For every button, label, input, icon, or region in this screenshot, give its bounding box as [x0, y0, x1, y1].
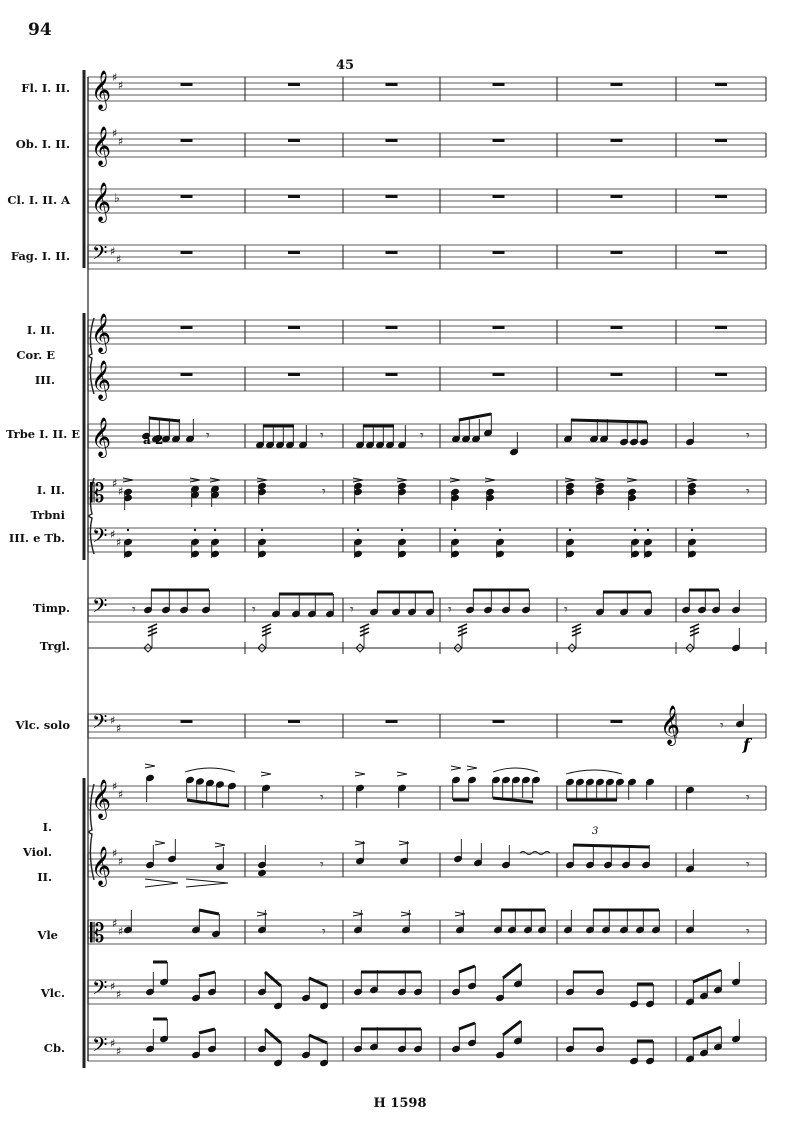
- accent-mark: [397, 772, 407, 776]
- measure-rest: [288, 326, 300, 329]
- sharp-icon: ♯: [112, 780, 118, 793]
- label-triangle: Trgl.: [39, 639, 70, 653]
- measure-rest: [715, 251, 727, 254]
- eighth-rest-icon: 𝄾: [420, 428, 424, 444]
- beam: [573, 845, 649, 847]
- tremolo-mark: [690, 624, 699, 628]
- beam: [187, 800, 229, 806]
- treble-clef-icon: 𝄞: [91, 360, 112, 400]
- sharp-icon: ♯: [118, 925, 124, 938]
- measure-rest: [288, 720, 300, 723]
- slur: [566, 770, 622, 774]
- decrescendo-hairpin: [186, 879, 228, 887]
- treble-clef-icon: 𝄞: [91, 313, 112, 353]
- bass-clef-icon: 𝄢: [92, 524, 108, 552]
- tremolo-mark: [360, 624, 369, 628]
- tremolo-mark: [458, 632, 467, 636]
- measure-rest: [288, 139, 300, 142]
- staccato-dot: [357, 529, 359, 531]
- label-flutes: Fl. I. II.: [21, 81, 70, 95]
- staff-fag: [88, 245, 766, 269]
- label-cellos: Vlc.: [40, 986, 65, 1000]
- tremolo-mark: [572, 624, 581, 628]
- measure-rest: [611, 195, 623, 198]
- beam: [149, 418, 180, 421]
- label-violins-1: I.: [42, 820, 52, 834]
- tremolo-mark: [360, 632, 369, 636]
- tremolo-mark: [690, 632, 699, 636]
- treble-clef-icon: 𝄞: [91, 182, 112, 222]
- sharp-icon: ♯: [116, 253, 122, 266]
- bass-clef-icon: 𝄢: [92, 241, 108, 269]
- measure-rest: [386, 83, 398, 86]
- label-oboes: Ob. I. II.: [15, 137, 70, 151]
- measure-rest: [181, 373, 193, 376]
- sharp-icon: ♯: [110, 245, 116, 258]
- measure-rest: [288, 251, 300, 254]
- measure-rest: [386, 195, 398, 198]
- label-trombones-3: III. e Tb.: [8, 531, 65, 545]
- sharp-icon: ♯: [118, 855, 124, 868]
- label-trombones: Trbni: [30, 508, 65, 522]
- beam: [199, 910, 219, 914]
- measure-rest: [715, 326, 727, 329]
- accent-mark: [467, 766, 477, 770]
- sharp-icon: ♯: [116, 1045, 122, 1058]
- treble-clef-icon: 𝄞: [91, 70, 112, 110]
- staff-system: [88, 77, 766, 1061]
- eighth-rest-icon: 𝄾: [320, 790, 324, 806]
- staff-trgl: [88, 642, 766, 654]
- staff-ob: [88, 133, 766, 157]
- bass-clef-icon: 𝄢: [92, 976, 108, 1004]
- sharp-icon: ♯: [110, 528, 116, 541]
- sharp-icon: ♯: [116, 722, 122, 735]
- label-trombones-1: I. II.: [36, 483, 65, 497]
- measure-rest: [288, 83, 300, 86]
- eighth-rest-icon: 𝄾: [320, 428, 324, 444]
- tremolo-mark: [148, 632, 157, 636]
- eighth-rest-icon: 𝄾: [746, 790, 750, 806]
- eighth-rest-icon: 𝄾: [746, 924, 750, 940]
- staff-cb: [88, 1037, 766, 1061]
- measure-rest: [493, 139, 505, 142]
- accent-mark: [155, 841, 165, 845]
- beam: [459, 966, 475, 972]
- staccato-dot: [634, 529, 636, 531]
- eighth-rest-icon: 𝄾: [448, 602, 452, 618]
- measure-rest: [181, 195, 193, 198]
- measure-rest: [386, 139, 398, 142]
- tremolo-mark: [148, 628, 157, 632]
- measure-rest: [493, 195, 505, 198]
- measure-rest: [611, 373, 623, 376]
- measure-rest: [386, 251, 398, 254]
- treble-clef-icon: 𝄞: [91, 417, 112, 457]
- measure-rest: [611, 720, 623, 723]
- accent-mark: [145, 764, 155, 768]
- eighth-rest-icon: 𝄾: [132, 602, 136, 618]
- beam: [309, 1035, 327, 1043]
- beam: [503, 964, 521, 978]
- sharp-icon: ♯: [112, 847, 118, 860]
- treble-clef-change-icon: 𝄞: [660, 705, 681, 745]
- measure-rest: [288, 373, 300, 376]
- label-cello-solo: Vlc. solo: [15, 718, 70, 732]
- accent-mark: [261, 772, 271, 776]
- staccato-dot: [401, 529, 403, 531]
- bass-clef-icon: 𝄢: [92, 1033, 108, 1061]
- measure-rest: [181, 326, 193, 329]
- dynamic-forte: f: [743, 735, 750, 754]
- slur: [493, 768, 538, 772]
- sharp-icon: ♯: [118, 788, 124, 801]
- sharp-icon: ♯: [112, 917, 118, 930]
- rehearsal-mark: 45: [336, 58, 355, 73]
- eighth-rest-icon: 𝄾: [746, 857, 750, 873]
- measure-rest: [181, 83, 193, 86]
- staccato-dot: [569, 529, 571, 531]
- beam: [571, 420, 647, 422]
- label-violins-2: II.: [37, 870, 52, 884]
- triplet-marking: 3: [592, 826, 599, 837]
- measure-rest: [611, 251, 623, 254]
- label-horns-1: I. II.: [26, 323, 55, 337]
- staccato-dot: [691, 529, 693, 531]
- eighth-rest-icon: 𝄾: [252, 602, 256, 618]
- eighth-rest-icon: 𝄾: [350, 602, 354, 618]
- eighth-rest-icon: 𝄾: [320, 857, 324, 873]
- measure-rest: [493, 251, 505, 254]
- sharp-icon: ♯: [110, 714, 116, 727]
- staff-cor1: [88, 320, 766, 344]
- beam: [459, 1023, 475, 1029]
- measure-rest: [611, 83, 623, 86]
- eighth-rest-icon: 𝄾: [564, 602, 568, 618]
- tremolo-mark: [572, 632, 581, 636]
- sharp-icon: ♯: [110, 1037, 116, 1050]
- measure-rest: [611, 139, 623, 142]
- a2-marking: a 2: [143, 433, 164, 447]
- treble-clef-icon: 𝄞: [91, 846, 112, 886]
- page-number: 94: [28, 20, 52, 40]
- tremolo-mark: [458, 624, 467, 628]
- staff-cor2: [88, 367, 766, 391]
- plate-number: H 1598: [373, 1096, 427, 1111]
- measure-rest: [715, 139, 727, 142]
- staccato-dot: [214, 529, 216, 531]
- beam: [503, 1021, 521, 1035]
- beam: [493, 798, 533, 802]
- beam: [199, 1029, 215, 1033]
- measure-rest: [386, 720, 398, 723]
- staccato-dot: [261, 529, 263, 531]
- staff-cl: [88, 189, 766, 213]
- note: [258, 869, 267, 876]
- measure-rest: [715, 195, 727, 198]
- sharp-icon: ♯: [112, 127, 118, 140]
- beam: [265, 972, 281, 986]
- eighth-rest-icon: 𝄾: [206, 428, 210, 444]
- measure-rest: [386, 373, 398, 376]
- staccato-dot: [647, 529, 649, 531]
- accent-mark: [451, 766, 461, 770]
- eighth-rest-icon: 𝄾: [322, 924, 326, 940]
- staccato-dot: [194, 529, 196, 531]
- bass-clef-icon: 𝄢: [92, 594, 108, 622]
- measure-rest: [181, 139, 193, 142]
- accent-mark: [355, 772, 365, 776]
- measure-rest: [493, 720, 505, 723]
- flat-icon: ♭: [114, 191, 120, 205]
- measure-rest: [715, 373, 727, 376]
- sharp-icon: ♯: [116, 988, 122, 1001]
- measure-rest: [611, 326, 623, 329]
- measure-rest: [386, 326, 398, 329]
- sharp-icon: ♯: [118, 79, 124, 92]
- sharp-icon: ♯: [118, 135, 124, 148]
- tremolo-mark: [262, 632, 271, 636]
- sharp-icon: ♯: [112, 71, 118, 84]
- tremolo-mark: [690, 628, 699, 632]
- measure-rest: [493, 83, 505, 86]
- staccato-dot: [127, 529, 129, 531]
- tremolo-mark: [458, 628, 467, 632]
- measure-rest: [493, 326, 505, 329]
- measure-rest: [181, 720, 193, 723]
- sharp-icon: ♯: [110, 980, 116, 993]
- staccato-dot: [454, 529, 456, 531]
- tremolo-mark: [572, 628, 581, 632]
- accent-mark: [215, 843, 225, 847]
- staff-trb1: [88, 480, 766, 504]
- eighth-rest-icon: 𝄾: [720, 718, 724, 734]
- staff-vle: [88, 920, 766, 944]
- beam: [265, 1029, 281, 1043]
- staff-vlc: [88, 980, 766, 1004]
- c-clef-icon: 𝄡: [90, 919, 105, 949]
- label-trumpets: Trbe I. II. E: [5, 427, 80, 441]
- eighth-rest-icon: 𝄾: [746, 484, 750, 500]
- staff-timp: [88, 598, 766, 622]
- beam: [199, 972, 215, 976]
- label-basses: Cb.: [43, 1041, 65, 1055]
- staccato-dot: [499, 529, 501, 531]
- measure-rest: [181, 251, 193, 254]
- tremolo-mark: [148, 624, 157, 628]
- slur: [185, 768, 235, 772]
- label-horns-3: III.: [34, 373, 55, 387]
- label-violas: Vle: [37, 928, 58, 942]
- label-horns: Cor. E: [16, 348, 55, 362]
- eighth-rest-icon: 𝄾: [746, 428, 750, 444]
- measure-rest: [493, 373, 505, 376]
- label-violins: Viol.: [22, 845, 52, 859]
- label-timpani: Timp.: [32, 601, 70, 615]
- sharp-icon: ♯: [118, 485, 124, 498]
- bass-clef-icon: 𝄢: [92, 710, 108, 738]
- staff-vl2: [88, 853, 766, 877]
- beam: [459, 414, 491, 420]
- staff-vl1: [88, 786, 766, 810]
- staff-fl: [88, 77, 766, 101]
- measure-rest: [715, 83, 727, 86]
- c-clef-icon: 𝄡: [90, 479, 105, 509]
- staff-trb2: [88, 528, 766, 552]
- tremolo-mark: [360, 628, 369, 632]
- sharp-icon: ♯: [112, 477, 118, 490]
- crescendo-hairpin: [145, 879, 178, 887]
- tremolo-mark: [262, 624, 271, 628]
- tremolo-mark: [262, 628, 271, 632]
- treble-clef-icon: 𝄞: [91, 779, 112, 819]
- eighth-rest-icon: 𝄾: [322, 484, 326, 500]
- sharp-icon: ♯: [116, 536, 122, 549]
- beam: [309, 978, 327, 986]
- label-bassoons: Fag. I. II.: [10, 249, 70, 263]
- treble-clef-icon: 𝄞: [91, 126, 112, 166]
- measure-rest: [288, 195, 300, 198]
- label-clarinets: Cl. I. II. A: [7, 193, 70, 207]
- notation-marks: [84, 70, 750, 1068]
